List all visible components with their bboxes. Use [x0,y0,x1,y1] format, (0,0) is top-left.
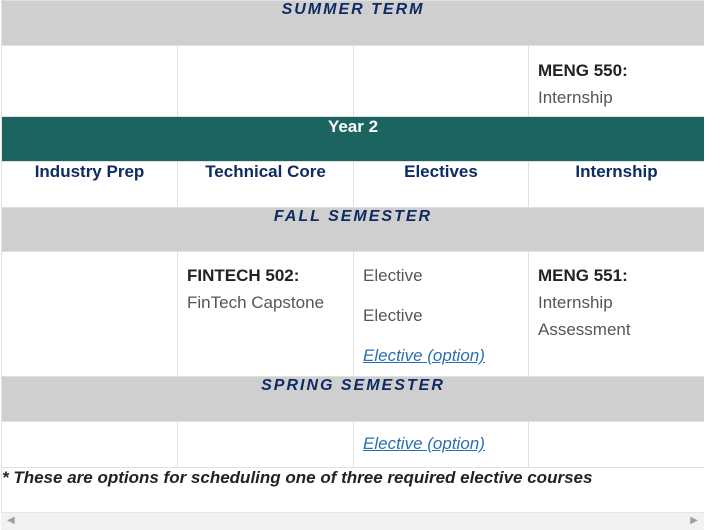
summer-industry-prep-cell [2,46,178,117]
course-code: MENG 551 [538,266,623,285]
fall-term-row [2,208,705,252]
fall-industry-prep-cell [2,252,178,377]
fall-courses-row [2,252,705,377]
summer-internship-cell: MENG 550: Internship [529,46,705,117]
summer-courses-row [2,46,705,117]
fall-electives-cell [354,252,529,377]
spring-internship-cell [529,422,705,468]
spring-courses-row [2,422,705,468]
spring-industry-prep-cell [2,422,178,468]
column-header-row [2,162,705,208]
course-name: Internship [538,88,613,107]
curriculum-table [1,0,705,514]
arrow-right-icon[interactable]: ▶ [690,515,698,526]
fall-internship-cell: MENG 551: Internship Assessment [529,252,705,377]
elective-item: Elective [363,306,423,325]
summer-electives-cell [354,46,529,117]
spring-term-row [2,377,705,422]
footnote-row [2,468,705,514]
year-label: Year 2 [2,117,705,162]
year-header-row [2,117,705,162]
column-header-industry-prep: Industry Prep [2,162,178,208]
column-header-internship: Internship [529,162,705,208]
elective-item: Elective [363,266,423,285]
summer-term-row [2,1,705,46]
course-name: FinTech Capstone [187,293,325,312]
arrow-left-icon[interactable]: ◀ [7,515,15,526]
course-name: Internship Assessment [538,293,631,339]
elective-footnote: * These are options for scheduling one of three required elective courses [2,468,705,514]
spring-term-label: SPRING SEMESTER [2,377,705,422]
column-header-technical-core: Technical Core [178,162,354,208]
elective-option-link[interactable]: Elective (option) [363,346,485,365]
fall-term-label: FALL SEMESTER [2,208,705,252]
spring-technical-core-cell [178,422,354,468]
summer-technical-core-cell [178,46,354,117]
course-code: MENG 550 [538,61,623,80]
elective-option-link[interactable]: Elective (option) [363,434,485,453]
fall-technical-core-cell: FINTECH 502: FinTech Capstone [178,252,354,377]
right-gutter [704,0,720,530]
summer-term-label: SUMMER TERM [2,1,705,46]
course-code: FINTECH 502 [187,266,294,285]
spring-electives-cell [354,422,529,468]
column-header-electives: Electives [354,162,529,208]
horizontal-scrollbar[interactable] [1,512,704,530]
